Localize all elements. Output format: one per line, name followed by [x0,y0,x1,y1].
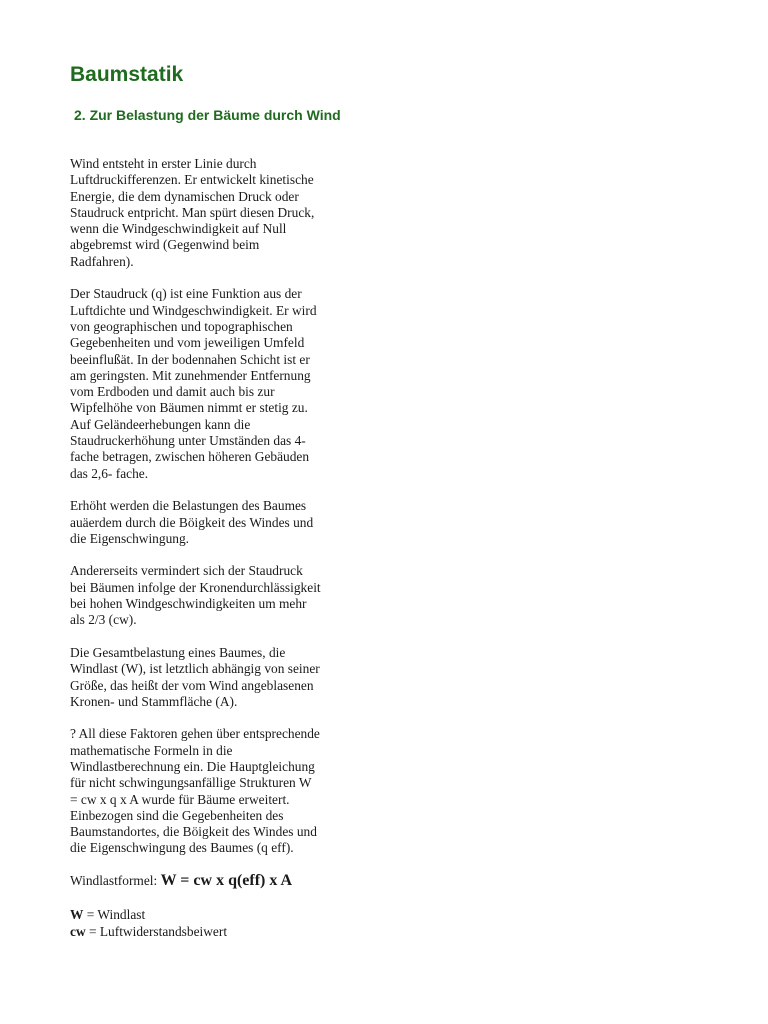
paragraph-line: Auf Geländeerhebungen kann die [70,416,251,432]
paragraph-line: am geringsten. Mit zunehmender Entfernung [70,367,311,383]
paragraph-line: von geographischen und topographischen [70,318,293,334]
paragraph-line: Andererseits vermindert sich der Staudruck [70,563,303,579]
definition-text: = Windlast [83,907,146,923]
paragraph-line: bei Bäumen infolge der Kronendurchlässigkeit [70,579,321,595]
paragraph-line: wenn die Windgeschwindigkeit auf Null [70,221,287,237]
paragraph-line: die Eigenschwingung. [70,530,190,546]
paragraph-line: Radfahren). [70,253,134,269]
paragraph-line: Wipfelhöhe von Bäumen nimmt er stetig zu. [70,400,308,416]
paragraph-line: beeinflußät. In der bodennahen Schicht ist er [70,351,310,367]
paragraph-line: Energie, die dem dynamischen Druck oder [70,188,299,204]
paragraph-line: vom Erdboden und damit auch bis zur [70,384,275,400]
paragraph-line: Windlastberechnung ein. Die Hauptgleichung [70,758,315,774]
paragraph-line: Einbezogen sind die Gegebenheiten des [70,807,284,823]
formula-expression: W = cw x q(eff) x A [160,872,293,890]
paragraph-line: Luftdichte und Windgeschwindigkeit. Er wird [70,302,317,318]
paragraph-line: Gegebenheiten und vom jeweiligen Umfeld [70,335,305,351]
paragraph-line: für nicht schwingungsanfällige Strukturen W [70,775,312,791]
paragraph-line: Die Gesamtbelastung eines Baumes, die [70,644,286,660]
page-title: Baumstatik [70,63,184,86]
paragraph-line: Windlast (W), ist letztlich abhängig von seiner [70,661,320,677]
paragraph-line: Kronen- und Stammfläche (A). [70,693,238,709]
formula-label: Windlastformel: [70,873,161,889]
paragraph [70,645,390,710]
paragraph-line: Der Staudruck (q) ist eine Funktion aus der [70,286,302,302]
paragraph-line: Größe, das heißt der vom Wind angeblasenen [70,677,314,693]
definition-text: = Luftwiderstandsbeiwert [85,923,228,939]
paragraph-line: abgebremst wird (Gegenwind beim [70,237,260,253]
paragraph-line: mathematische Formeln in die [70,742,233,758]
definition-term: cw [70,923,86,939]
paragraph-line: = cw x q x A wurde für Bäume erweitert. [70,791,290,807]
paragraph-line: die Eigenschwingung des Baumes (q eff). [70,840,294,856]
definition-term: W [70,907,84,923]
paragraph [70,286,390,482]
paragraph-line: Wind entsteht in erster Linie durch [70,156,257,171]
section-heading: 2. Zur Belastung der Bäume durch Wind [74,107,341,123]
paragraph-line: Luftdruckifferenzen. Er entwickelt kinetische [70,172,314,188]
paragraph-line: bei hohen Windgeschwindigkeiten um mehr [70,596,307,612]
paragraph-line: Erhöht werden die Belastungen des Baumes [70,498,307,514]
paragraph-line: Baumstandortes, die Böigkeit des Windes und [70,824,317,840]
definition-item [70,924,390,940]
definition-item [70,907,390,923]
formula-line [70,873,390,889]
paragraph-line: ? All diese Faktoren gehen über entsprechende [70,726,320,742]
paragraph-line: das 2,6- fache. [70,465,149,481]
paragraph-line: Staudruck entpricht. Man spürt diesen Druck, [70,204,315,220]
paragraph-line: Staudruckerhöhung unter Umständen das 4- [70,433,306,449]
paragraph-line: fache betragen, zwischen höheren Gebäuden [70,449,310,465]
paragraph [70,156,390,270]
paragraph [70,498,390,547]
article-body [70,156,390,940]
paragraph [70,726,390,856]
definition-list [70,907,390,940]
paragraph-list [70,156,390,857]
paragraph-line: auäerdem durch die Böigkeit des Windes und [70,514,314,530]
paragraph-line: als 2/3 (cw). [70,612,137,628]
paragraph [70,563,390,628]
